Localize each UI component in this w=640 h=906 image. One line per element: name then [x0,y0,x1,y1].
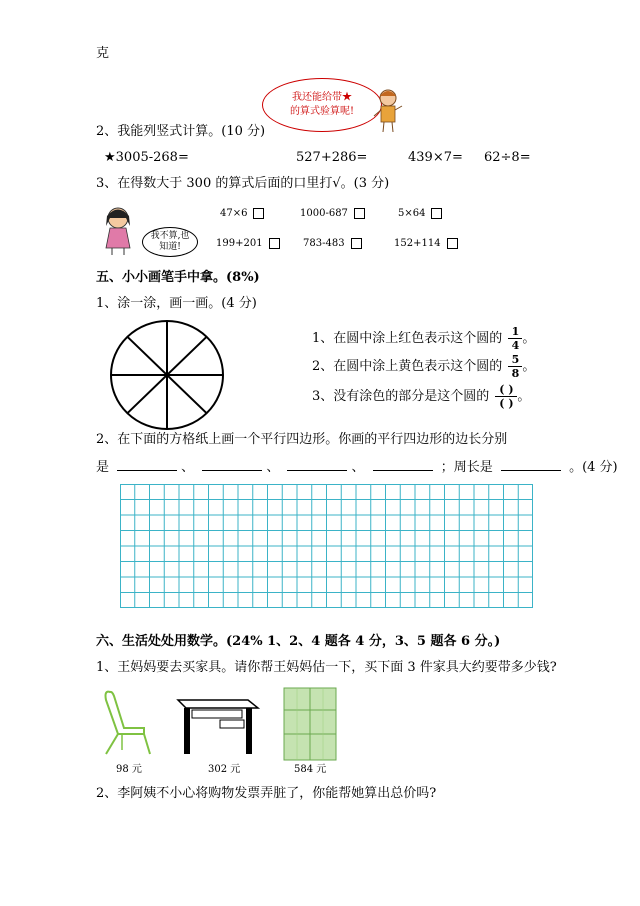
q2-item-2: 527+286= [296,150,368,165]
q2-title: 2、我能列竖式计算。(10 分) [96,124,266,139]
section5-q2-line1: 2、在下面的方格纸上画一个平行四边形。你画的平行四边形的边长分别 [96,432,508,447]
blank-side-1[interactable] [117,458,177,471]
bubble-top-line2: 的算式验算呢! [289,106,355,117]
circle-divided-8[interactable] [108,318,226,432]
blank-side-2[interactable] [202,458,262,471]
instruction-1: 1、在圆中涂上红色表示这个圆的 $\frac{1}{4}$ 。 [312,325,536,352]
girl-thinking-icon [100,206,140,256]
desk-icon [176,696,260,756]
cabinet-icon [282,686,338,762]
section6-q1: 1、王妈妈要去买家具。请你帮王妈妈估一下，买下面 3 件家具大约要带多少钱? [96,660,557,675]
section6-q2: 2、李阿姨不小心将购物发票弄脏了，你能帮她算出总价吗? [96,786,437,801]
checkbox[interactable] [431,208,442,219]
price-chair: 98 元 [116,764,142,775]
section6-title: 六、生活处处用数学。(24% 1、2、4 题各 4 分，3、5 题各 6 分。) [96,634,501,649]
chair-icon [96,688,158,758]
q3-r1-expr-3: 5×64 [398,208,442,220]
grid-paper[interactable] [120,484,533,608]
price-desk: 302 元 [208,764,241,775]
grid-lines [120,484,533,608]
q2-item-4: 62÷8= [484,150,531,165]
q3-r2-expr-1: 199+201 [216,238,280,250]
blank-side-3[interactable] [287,458,347,471]
section5-q1: 1、涂一涂，画一画。(4 分) [96,296,257,311]
checkbox[interactable] [253,208,264,219]
checkbox[interactable] [354,208,365,219]
bubble-q3-line1: 我不算,也 [150,231,190,241]
instruction-3: 3、没有涂色的部分是这个圆的 $\frac{( )}{( )}$ 。 [312,383,531,410]
q3-r1-expr-2: 1000-687 [300,208,365,220]
q3-r2-expr-3: 152+114 [394,238,458,250]
instruction-2: 2、在圆中涂上黄色表示这个圆的 $\frac{5}{8}$ 。 [312,353,536,380]
q3-r2-expr-2: 783-483 [303,238,362,250]
section5-title: 五、小小画笔手中拿。(8%) [96,270,260,285]
blank-perimeter[interactable] [501,458,561,471]
bubble-top-line1: 我还能给带★ [292,92,352,103]
speech-bubble-top [262,78,382,132]
section5-q2-line2: 是 、 、 、 ；周长是 。(4 分) [96,460,618,475]
q2-item-3: 439×7= [408,150,463,165]
top-char: 克 [96,46,110,61]
girl-figure-icon [372,88,406,134]
speech-bubble-q3 [142,227,198,257]
blank-side-4[interactable] [373,458,433,471]
q3-r1-expr-1: 47×6 [220,208,264,220]
price-cabinet: 584 元 [294,764,327,775]
bubble-q3-line2: 知道! [159,242,181,252]
checkbox[interactable] [447,238,458,249]
checkbox[interactable] [269,238,280,249]
q2-item-1: ★3005-268= [104,150,189,165]
checkbox[interactable] [351,238,362,249]
q3-title: 3、在得数大于 300 的算式后面的口里打√。(3 分) [96,176,390,191]
